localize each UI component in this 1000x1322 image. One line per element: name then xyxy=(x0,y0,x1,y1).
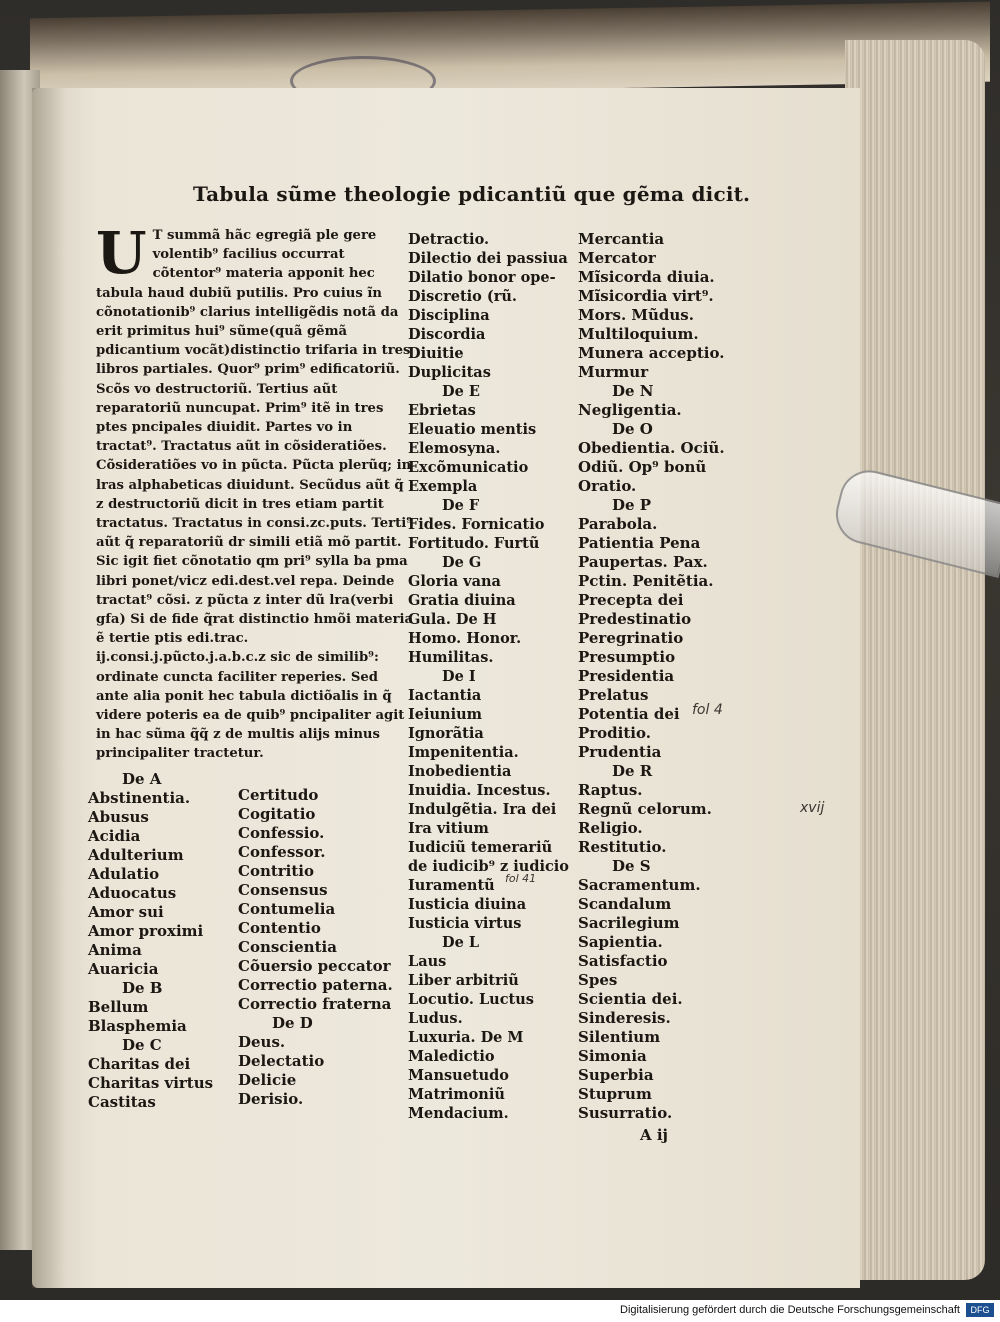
index-heading: De L xyxy=(442,934,480,951)
index-entry: Duplicitas xyxy=(408,364,491,381)
signature-mark: A ij xyxy=(640,1126,668,1144)
index-entry: Iuramentũ xyxy=(408,877,495,894)
index-heading: De N xyxy=(612,382,654,400)
index-entry: Fides. Fornicatio xyxy=(408,516,545,533)
margin-note: xvij xyxy=(800,800,825,816)
funding-note: Digitalisierung gefördert durch die Deutsche Forschungsgemeinschaft xyxy=(620,1304,960,1316)
index-entry: Deus. xyxy=(238,1033,286,1051)
index-entry: Amor proximi xyxy=(88,922,204,940)
index-entry: Sacramentum. xyxy=(578,876,701,894)
index-entry: Iusticia virtus xyxy=(408,915,522,932)
index-entry: Sinderesis. xyxy=(578,1009,671,1027)
index-column-c xyxy=(578,230,725,1123)
index-entry: de iudicib⁹ z iudicio xyxy=(408,858,569,875)
index-entry: Excõmunicatio xyxy=(408,459,529,476)
index-entry: Spes xyxy=(578,971,618,989)
index-entry: Prelatus xyxy=(578,686,649,704)
index-entry: Odiũ. Op⁹ bonũ xyxy=(578,458,707,476)
index-entry: Acidia xyxy=(88,827,141,845)
index-entry: Diuitie xyxy=(408,345,464,362)
index-entry: Ira vitium xyxy=(408,820,489,837)
index-entry: Adulterium xyxy=(88,846,184,864)
index-entry: Paupertas. Pax. xyxy=(578,553,708,571)
index-entry: Laus xyxy=(408,953,447,970)
index-entry: Mercantia xyxy=(578,230,665,248)
index-entry: Aduocatus xyxy=(88,884,177,902)
index-heading: De E xyxy=(442,383,480,400)
index-heading: De B xyxy=(122,979,163,997)
index-entry: Mĩsicordia virt⁹. xyxy=(578,287,714,305)
index-entry: Certitudo xyxy=(238,786,319,804)
index-entry: Obedientia. Ociũ. xyxy=(578,439,725,457)
index-entry: Charitas dei xyxy=(88,1055,191,1073)
index-heading: De A xyxy=(122,770,162,788)
index-entry: Blasphemia xyxy=(88,1017,187,1035)
index-entry: Iactantia xyxy=(408,687,482,704)
index-entry: Silentium xyxy=(578,1028,661,1046)
index-column-a2 xyxy=(238,786,393,1109)
footer-bar xyxy=(0,1300,1000,1322)
index-entry: Presumptio xyxy=(578,648,676,666)
index-entry: Adulatio xyxy=(88,865,160,883)
index-entry: Abstinentia. xyxy=(88,789,191,807)
index-entry: Simonia xyxy=(578,1047,647,1065)
index-entry: Contritio xyxy=(238,862,315,880)
index-entry: Prudentia xyxy=(578,743,662,761)
index-entry: Detractio. xyxy=(408,231,490,248)
index-entry: Maledictio xyxy=(408,1048,495,1065)
index-entry: Discordia xyxy=(408,326,486,343)
index-entry: Disciplina xyxy=(408,307,490,324)
index-entry: Stuprum xyxy=(578,1085,652,1103)
index-entry: Matrimoniũ xyxy=(408,1086,505,1103)
index-entry: Amor sui xyxy=(88,903,164,921)
index-entry: Conscientia xyxy=(238,938,337,956)
index-heading: De P xyxy=(612,496,652,514)
index-entry: Mĩsicorda diuia. xyxy=(578,268,715,286)
index-entry: Iudiciũ temerariũ xyxy=(408,839,553,856)
index-entry: Mors. Mũdus. xyxy=(578,306,694,324)
index-entry: Raptus. xyxy=(578,781,643,799)
index-heading: De R xyxy=(612,762,653,780)
index-entry: Confessio. xyxy=(238,824,325,842)
index-entry: Satisfactio xyxy=(578,952,668,970)
index-entry: Locutio. Luctus xyxy=(408,991,534,1008)
index-entry: Pctin. Penitẽtia. xyxy=(578,572,714,590)
index-entry: Oratio. xyxy=(578,477,637,495)
margin-note: fol 4 xyxy=(692,702,723,718)
index-entry: Gratia diuina xyxy=(408,592,516,609)
index-entry: Superbia xyxy=(578,1066,654,1084)
index-entry: Presidentia xyxy=(578,667,675,685)
drop-cap: U xyxy=(96,219,147,287)
index-entry: Patientia Pena xyxy=(578,534,701,552)
index-entry: Derisio. xyxy=(238,1090,304,1108)
index-entry: Auaricia xyxy=(88,960,159,978)
index-entry: Regnũ celorum. xyxy=(578,800,712,818)
index-entry: Dilatio bonor ope- xyxy=(408,269,556,286)
index-heading: De I xyxy=(442,668,476,685)
margin-note: fol 41 xyxy=(505,872,537,885)
index-entry: Contumelia xyxy=(238,900,336,918)
index-entry: Scandalum xyxy=(578,895,672,913)
index-entry: Inuidia. Incestus. xyxy=(408,782,551,799)
index-entry: Restitutio. xyxy=(578,838,667,856)
index-entry: Delicie xyxy=(238,1071,297,1089)
index-entry: Iusticia diuina xyxy=(408,896,527,913)
page-title: Tabula sũme theologie pdicantiũ que gẽma dicit. xyxy=(193,182,751,206)
index-entry: Ieiunium xyxy=(408,706,482,723)
index-entry: Peregrinatio xyxy=(578,629,684,647)
index-entry: Religio. xyxy=(578,819,643,837)
index-entry: Munera acceptio. xyxy=(578,344,725,362)
index-entry: Susurratio. xyxy=(578,1104,673,1122)
index-entry: Gloria vana xyxy=(408,573,501,590)
index-entry: Correctio fraterna xyxy=(238,995,392,1013)
index-heading: De O xyxy=(612,420,653,438)
index-entry: Correctio paterna. xyxy=(238,976,393,994)
index-entry: Mercator xyxy=(578,249,656,267)
index-entry: Humilitas. xyxy=(408,649,494,666)
index-entry: Parabola. xyxy=(578,515,658,533)
index-entry: Elemosyna. xyxy=(408,440,501,457)
index-entry: Sapientia. xyxy=(578,933,663,951)
index-entry: Luxuria. De M xyxy=(408,1029,524,1046)
index-entry: Bellum xyxy=(88,998,149,1016)
index-heading: De C xyxy=(122,1036,162,1054)
index-entry: Predestinatio xyxy=(578,610,692,628)
index-entry: Homo. Honor. xyxy=(408,630,522,647)
index-heading: De S xyxy=(612,857,651,875)
index-heading: De F xyxy=(442,497,480,514)
index-entry: Consensus xyxy=(238,881,328,899)
index-entry: Contentio xyxy=(238,919,321,937)
index-entry: Fortitudo. Furtũ xyxy=(408,535,540,552)
index-entry: Discretio (rũ. xyxy=(408,288,517,305)
page-gutter-shadow xyxy=(32,88,66,1288)
index-entry: Mansuetudo xyxy=(408,1067,509,1084)
index-entry: Negligentia. xyxy=(578,401,682,419)
index-entry: Gula. De H xyxy=(408,611,497,628)
index-column-b xyxy=(408,230,569,1123)
index-heading: De G xyxy=(442,554,482,571)
index-entry: Impenitentia. xyxy=(408,744,519,761)
index-entry: Potentia dei xyxy=(578,705,680,723)
intro-text: T summã hãc egregiã ple gere volentib⁹ facilius occurrat cõtentor⁹ materia apponit hec tabula haud dubiũ putilis. Pro cuius ĩn cõnotationib⁹ clarius intelligẽdis notã da erit primitus hui⁹ sũme(quã gẽmã pdicantium vocãt)distinctio trifaria in tres libros partiales. Quor⁹ prim⁹ edificatoriũ. Scõs vo destructoriũ. Tertius aũt reparatoriũ nuncupat. Prim⁹ itẽ in tres ptes pncipales diuidit. Partes vo in tractat⁹. Tractatus aũt in cõsideratiões. Cõsideratiões vo in pũcta. Pũcta plerũq; in lras alphabeticas diuidunt. Secũdus aũt q̃ z destructoriũ dicit in tres etiam partit tractatus. Tractatus in consi.zc.puts. Terti⁹ aũt q̃ reparatoriũ dr simili etiã mõ partit. Sic igit fiet cõnotatio qm pri⁹ sylla ba pma libri ponet/vicz edi.dest.vel repa. Deinde tractat⁹ cõsi. z pũcta z inter dũ lra(verbi gfa) Si de fide q̃rat distinctio hmõi materia ẽ tertie ptis edi.trac. ij.consi.j.pũcto.j.a.b.c.z sic de similib⁹: ordinate cuncta faciliter reperies. Sed ante alia ponit hec tabula dictiõalis in q̃ videre poteris ea de quib⁹ pncipaliter agit in hac sũma q̃q̃ z de multis alijs minus principaliter tractetur. xyxy=(96,228,414,762)
index-entry: Indulgẽtia. Ira dei xyxy=(408,801,557,818)
index-entry: Ignorãtia xyxy=(408,725,484,742)
index-entry: Proditio. xyxy=(578,724,651,742)
index-entry: Abusus xyxy=(88,808,149,826)
index-entry: Ludus. xyxy=(408,1010,463,1027)
index-column-a1 xyxy=(88,770,213,1112)
index-heading: De D xyxy=(272,1014,313,1032)
index-entry: Multiloquium. xyxy=(578,325,699,343)
index-entry: Cogitatio xyxy=(238,805,316,823)
intro-paragraph xyxy=(96,219,414,764)
index-entry: Castitas xyxy=(88,1093,156,1111)
index-entry: Delectatio xyxy=(238,1052,325,1070)
index-entry: Scientia dei. xyxy=(578,990,683,1008)
index-entry: Precepta dei xyxy=(578,591,684,609)
index-entry: Ebrietas xyxy=(408,402,476,419)
index-entry: Inobedientia xyxy=(408,763,512,780)
page-fore-edge xyxy=(845,40,985,1280)
index-entry: Dilectio dei passiua xyxy=(408,250,568,267)
index-entry: Anima xyxy=(88,941,142,959)
index-entry: Liber arbitriũ xyxy=(408,972,519,989)
index-entry: Murmur xyxy=(578,363,649,381)
index-entry: Cõuersio peccator xyxy=(238,957,391,975)
index-entry: Eleuatio mentis xyxy=(408,421,537,438)
index-entry: Charitas virtus xyxy=(88,1074,214,1092)
index-entry: Mendacium. xyxy=(408,1105,509,1122)
index-entry: Sacrilegium xyxy=(578,914,680,932)
dfg-logo: DFG xyxy=(966,1303,994,1317)
index-entry: Exempla xyxy=(408,478,478,495)
index-entry: Confessor. xyxy=(238,843,326,861)
